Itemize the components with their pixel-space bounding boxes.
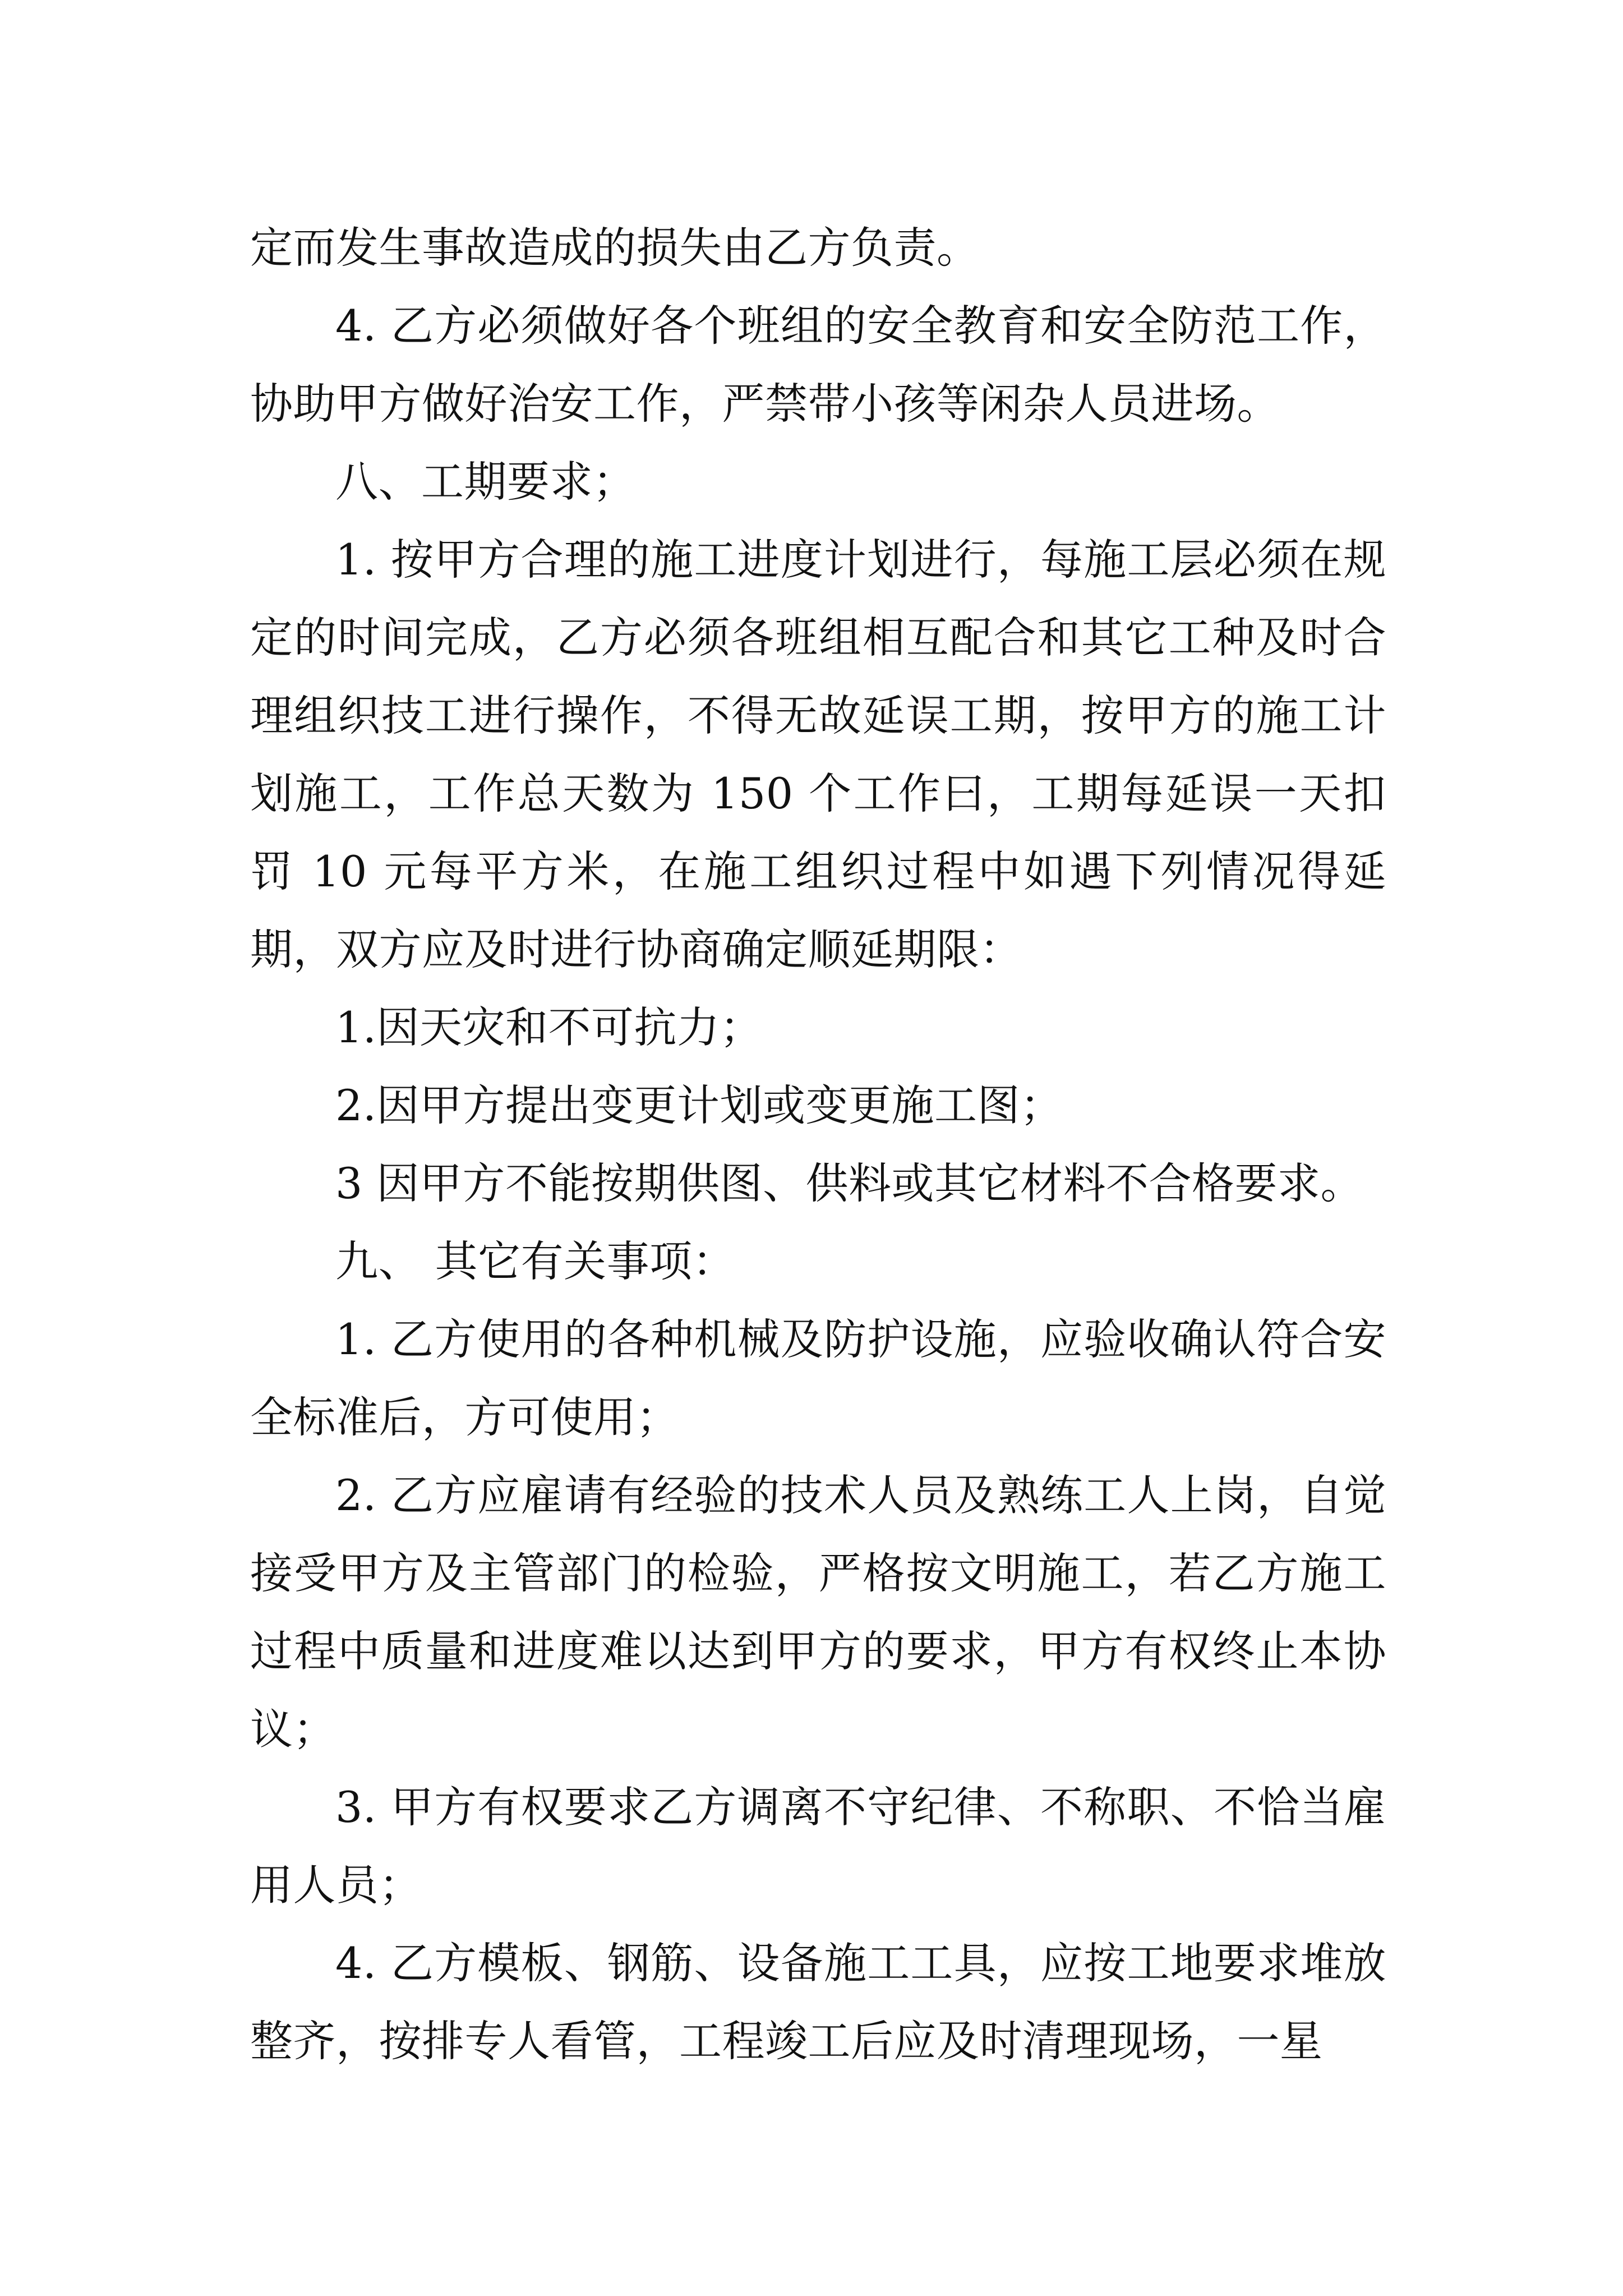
paragraph-1: 定而发生事故造成的损失由乙方负责。	[250, 223, 980, 273]
paragraph-2: 4. 乙方必须做好各个班组的安全教育和安全防范工作，协助甲方做好治安工作，严禁带小孩等闲杂人员进场。	[250, 301, 1386, 429]
list-item-1: 1.因天灾和不可抗力；	[335, 1002, 763, 1052]
paragraph-11: 3. 甲方有权要求乙方调离不守纪律、不称职、不恰当雇用人员；	[250, 1782, 1386, 1910]
paragraph-10: 2. 乙方应雇请有经验的技术人员及熟练工人上岗，自觉接受甲方及主管部门的检验，严格按文明施工，若乙方施工过程中质量和进度难以达到甲方的要求，甲方有权终止本协议；	[250, 1470, 1386, 1754]
section-heading-9: 九、 其它有关事项：	[335, 1236, 736, 1286]
document-body	[250, 209, 1386, 2080]
paragraph-12: 4. 乙方模板、钢筋、设备施工工具，应按工地要求堆放整齐，按排专人看管，工程竣工后应及时清理现场，一星	[250, 1938, 1386, 2066]
list-item-2: 2.因甲方提出变更计划或变更施工图；	[335, 1080, 1063, 1130]
section-heading-8: 八、工期要求；	[335, 457, 636, 507]
paragraph-4: 1. 按甲方合理的施工进度计划进行，每施工层必须在规定的时间完成，乙方必须各班组相互配合和其它工种及时合理组织技工进行操作，不得无故延误工期，按甲方的施工计划施工，工作总天数为 150 个工作曰，工期每延误一天扣罚 10 元每平方米，在施工组织过程中如遇下列情况得延期，双方应及时进行协商确定顺延期限：	[250, 535, 1386, 974]
list-item-3: 3 因甲方不能按期供图、供料或其它材料不合格要求。	[335, 1158, 1364, 1208]
paragraph-9: 1. 乙方使用的各种机械及防护设施，应验收确认符合安全标准后，方可使用；	[250, 1314, 1386, 1442]
